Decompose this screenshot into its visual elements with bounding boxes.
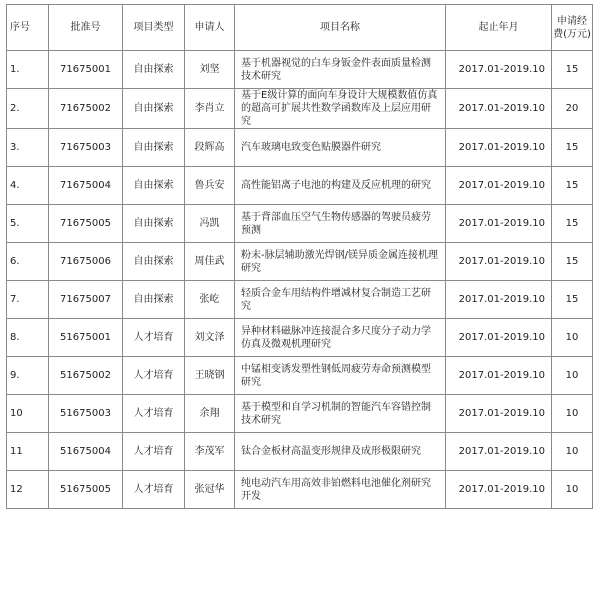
- cell-project-type: 人才培育: [123, 433, 185, 471]
- cell-applicant: 王晓钢: [185, 357, 235, 395]
- cell-approval-number: 71675006: [49, 243, 123, 281]
- table-row: [7, 129, 593, 167]
- header-period: 起止年月: [446, 5, 552, 51]
- cell-no: 8.: [7, 319, 49, 357]
- cell-approval-number: 51675004: [49, 433, 123, 471]
- table-row: [7, 395, 593, 433]
- cell-no: 11: [7, 433, 49, 471]
- cell-fee: 10: [552, 357, 593, 395]
- cell-applicant: 刘文泽: [185, 319, 235, 357]
- table-row: [7, 167, 593, 205]
- cell-project-type: 自由探索: [123, 205, 185, 243]
- cell-applicant: 刘坚: [185, 51, 235, 89]
- table-row: [7, 357, 593, 395]
- cell-approval-number: 71675002: [49, 89, 123, 129]
- cell-no: 1.: [7, 51, 49, 89]
- cell-approval-number: 71675001: [49, 51, 123, 89]
- cell-period: 2017.01-2019.10: [446, 167, 552, 205]
- cell-project-type: 人才培育: [123, 357, 185, 395]
- cell-no: 12: [7, 471, 49, 509]
- cell-fee: 15: [552, 205, 593, 243]
- cell-project-type: 自由探索: [123, 167, 185, 205]
- cell-project-type: 人才培育: [123, 471, 185, 509]
- cell-fee: 15: [552, 243, 593, 281]
- cell-project-type: 自由探索: [123, 243, 185, 281]
- cell-no: 6.: [7, 243, 49, 281]
- table-row: [7, 319, 593, 357]
- cell-project-type: 自由探索: [123, 89, 185, 129]
- cell-applicant: 张冠华: [185, 471, 235, 509]
- cell-fee: 10: [552, 319, 593, 357]
- cell-applicant: 张屹: [185, 281, 235, 319]
- cell-fee: 15: [552, 51, 593, 89]
- cell-period: 2017.01-2019.10: [446, 205, 552, 243]
- cell-applicant: 段辉高: [185, 129, 235, 167]
- cell-approval-number: 51675002: [49, 357, 123, 395]
- cell-period: 2017.01-2019.10: [446, 89, 552, 129]
- cell-project-name: 粉末-脉层辅助激光焊钢/镁异质金属连接机理研究: [235, 243, 446, 281]
- table-header-row: [7, 5, 593, 51]
- cell-project-name: 纯电动汽车用高效非铂燃料电池催化剂研究开发: [235, 471, 446, 509]
- header-no: 序号: [7, 5, 49, 51]
- project-table: [6, 4, 593, 509]
- cell-project-name: 基于E级计算的面向车身设计大规模数值仿真的超高可扩展共性数学函数库及上层应用研究: [235, 89, 446, 129]
- table-row: [7, 433, 593, 471]
- header-fee: 申请经费(万元): [552, 5, 593, 51]
- cell-no: 5.: [7, 205, 49, 243]
- cell-fee: 10: [552, 471, 593, 509]
- cell-period: 2017.01-2019.10: [446, 433, 552, 471]
- cell-approval-number: 71675007: [49, 281, 123, 319]
- cell-period: 2017.01-2019.10: [446, 281, 552, 319]
- cell-fee: 10: [552, 433, 593, 471]
- cell-project-name: 基于背部血压空气生物传感器的驾驶员疲劳预测: [235, 205, 446, 243]
- cell-applicant: 冯凯: [185, 205, 235, 243]
- table-row: [7, 205, 593, 243]
- cell-project-name: 中锰相变诱发塑性钢低周疲劳寿命预测模型研究: [235, 357, 446, 395]
- cell-period: 2017.01-2019.10: [446, 357, 552, 395]
- table-row: [7, 89, 593, 129]
- cell-project-name: 轻质合金车用结构件增减材复合制造工艺研究: [235, 281, 446, 319]
- cell-approval-number: 51675001: [49, 319, 123, 357]
- cell-period: 2017.01-2019.10: [446, 395, 552, 433]
- cell-project-name: 异种材料磁脉冲连接混合多尺度分子动力学仿真及微观机理研究: [235, 319, 446, 357]
- cell-applicant: 余翔: [185, 395, 235, 433]
- cell-project-name: 基于模型和自学习机制的智能汽车容错控制技术研究: [235, 395, 446, 433]
- cell-fee: 15: [552, 129, 593, 167]
- header-applicant: 申请人: [185, 5, 235, 51]
- header-project-name: 项目名称: [235, 5, 446, 51]
- cell-fee: 20: [552, 89, 593, 129]
- cell-approval-number: 71675004: [49, 167, 123, 205]
- cell-applicant: 李肖立: [185, 89, 235, 129]
- cell-project-type: 自由探索: [123, 129, 185, 167]
- cell-no: 3.: [7, 129, 49, 167]
- cell-fee: 15: [552, 281, 593, 319]
- cell-project-name: 汽车玻璃电致变色贴膜器件研究: [235, 129, 446, 167]
- cell-fee: 15: [552, 167, 593, 205]
- table-row: [7, 281, 593, 319]
- cell-approval-number: 71675003: [49, 129, 123, 167]
- cell-no: 9.: [7, 357, 49, 395]
- cell-no: 2.: [7, 89, 49, 129]
- cell-fee: 10: [552, 395, 593, 433]
- cell-project-name: 钛合金板材高温变形规律及成形极限研究: [235, 433, 446, 471]
- cell-project-type: 人才培育: [123, 395, 185, 433]
- cell-period: 2017.01-2019.10: [446, 319, 552, 357]
- cell-project-name: 基于机器视觉的白车身钣金件表面质量检测技术研究: [235, 51, 446, 89]
- table-row: [7, 243, 593, 281]
- cell-project-type: 自由探索: [123, 281, 185, 319]
- cell-applicant: 周佳武: [185, 243, 235, 281]
- cell-project-type: 人才培育: [123, 319, 185, 357]
- cell-approval-number: 51675003: [49, 395, 123, 433]
- cell-no: 10: [7, 395, 49, 433]
- cell-project-type: 自由探索: [123, 51, 185, 89]
- cell-no: 7.: [7, 281, 49, 319]
- project-table-container: [6, 4, 592, 509]
- table-body: [7, 51, 593, 509]
- header-approval-number: 批准号: [49, 5, 123, 51]
- cell-period: 2017.01-2019.10: [446, 51, 552, 89]
- cell-approval-number: 51675005: [49, 471, 123, 509]
- table-row: [7, 51, 593, 89]
- cell-applicant: 鲁兵安: [185, 167, 235, 205]
- cell-no: 4.: [7, 167, 49, 205]
- header-project-type: 项目类型: [123, 5, 185, 51]
- cell-period: 2017.01-2019.10: [446, 129, 552, 167]
- cell-approval-number: 71675005: [49, 205, 123, 243]
- cell-applicant: 李茂军: [185, 433, 235, 471]
- cell-period: 2017.01-2019.10: [446, 471, 552, 509]
- table-row: [7, 471, 593, 509]
- cell-period: 2017.01-2019.10: [446, 243, 552, 281]
- cell-project-name: 高性能铝离子电池的构建及反应机理的研究: [235, 167, 446, 205]
